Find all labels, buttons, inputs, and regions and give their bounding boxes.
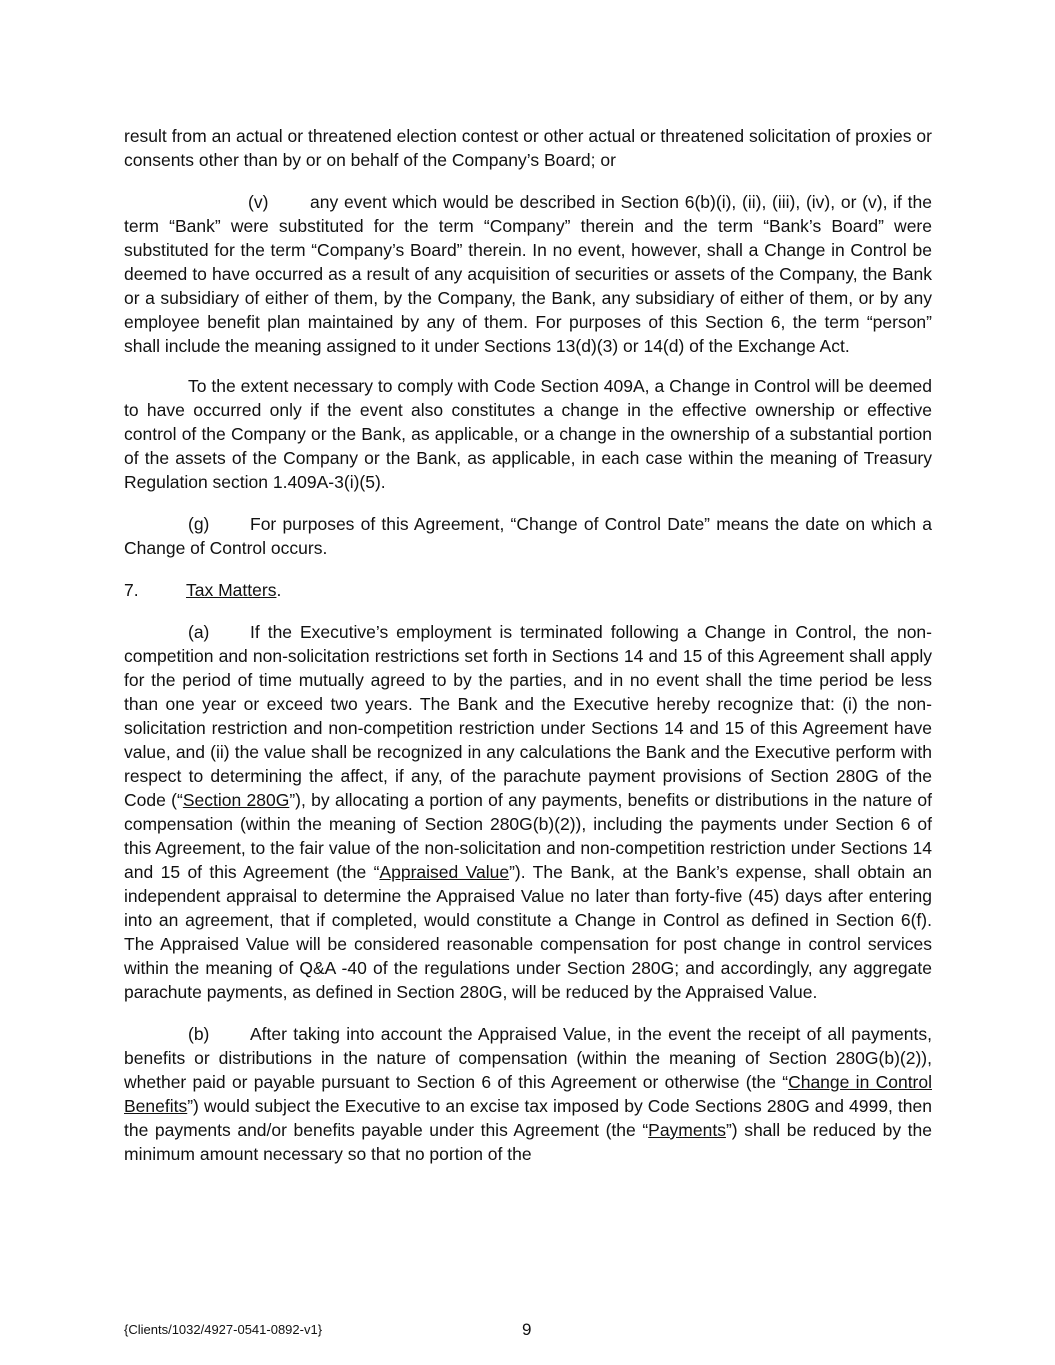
item-a-text-3: ”). The Bank, at the Bank’s expense, shall obtain an independent appraisal to determine the Appraised Value no later than forty-five (45) days after entering into an agreement, that if completed, would constitute a Change in Control as defined in Section 6(f). The Appraised Value will be considered reasonable compensation for post change in control services within the meaning of Q&A -40 of the regulations under Section 280G; and accordingly, any aggregate parachute payments, as defined in Section 280G, will be reduced by the Appraised Value.: [124, 862, 932, 1002]
item-a-marker: (a): [188, 622, 210, 642]
item-g: [124, 512, 932, 560]
term-appraised-value: Appraised Value: [379, 862, 510, 882]
section-7-heading: [124, 578, 932, 602]
item-v: [124, 190, 932, 358]
paragraph-continuation: result from an actual or threatened election contest or other actual or threatened solicitation of proxies or consents other than by or on behalf of the Company’s Board; or: [124, 126, 932, 170]
item-a-text-1: If the Executive’s employment is terminated following a Change in Control, the non-competition and non-solicitation restrictions set forth in Sections 14 and 15 of this Agreement shall apply for the period of time mutually agreed to by the parties, and in no event shall the time period be less than one year or exceed two years. The Bank and the Executive hereby recognize that: (i) the non-solicitation restriction and non-competition restriction under Sections 14 and 15 of this Agreement have value, and (ii) the value shall be recognized in any calculations the Bank and the Executive perform with respect to determining the affect, if any, of the parachute payment provisions of Section 280G of the Code (“: [124, 622, 932, 810]
term-payments: Payments: [648, 1120, 726, 1140]
item-g-marker: (g): [188, 514, 210, 534]
item-b: [124, 1022, 932, 1166]
item-a: [124, 620, 932, 1004]
term-section-280g: Section 280G: [182, 790, 290, 810]
section-7-number: 7.: [124, 580, 139, 600]
item-b-text-3: ”) shall be reduced by the minimum amount necessary so that no portion of the: [124, 1120, 932, 1164]
item-v-marker: (v): [248, 192, 269, 212]
document-page: [124, 124, 932, 1166]
section-7-title-suffix: .: [276, 580, 282, 600]
item-a-text-2: ”), by allocating a portion of any payments, benefits or distributions in the nature of compensation (within the meaning of Section 280G(b)(2)), including the payments under Section 6 of this Agreement, to the fair value of the non-solicitation and non-competition restriction under Sections 14 and 15 of this Agreement (the “: [124, 790, 933, 882]
paragraph-409a: To the extent necessary to comply with Code Section 409A, a Change in Control will be deemed to have occurred only if the event also constitutes a change in the effective ownership or effective control of the Company or the Bank, as applicable, or a change in the ownership of a substantial portion of the assets of the Company or the Bank, as applicable, in each case within the meaning of Treasury Regulation section 1.409A-3(i)(5).: [124, 376, 932, 492]
document-reference: {Clients/1032/4927-0541-0892-v1}: [124, 1322, 323, 1337]
page-footer: [124, 1320, 932, 1340]
item-g-text: For purposes of this Agreement, “Change of Control Date” means the date on which a Change of Control occurs.: [124, 514, 932, 558]
item-b-text-2: ”) would subject the Executive to an excise tax imposed by Code Sections 280G and 4999, then the payments and/or benefits payable under this Agreement (the “: [124, 1096, 932, 1140]
item-b-marker: (b): [188, 1024, 210, 1044]
item-v-text: any event which would be described in Section 6(b)(i), (ii), (iii), (iv), or (v), if the term “Bank” were substituted for the term “Company” therein and the term “Bank’s Board” were substituted for the term “Company’s Board” therein. In no event, however, shall a Change in Control be deemed to have occurred as a result of any acquisition of securities or assets of the Company, the Bank or a subsidiary of either of them, by the Company, the Bank, any subsidiary of either of them, or by any employee benefit plan maintained by any of them. For purposes of this Section 6, the term “person” shall include the meaning assigned to it under Sections 13(d)(3) or 14(d) of the Exchange Act.: [124, 192, 932, 356]
page-number: 9: [522, 1320, 532, 1339]
section-7-title: Tax Matters: [186, 580, 277, 600]
item-b-text-1: After taking into account the Appraised Value, in the event the receipt of all payments, benefits or distributions in the nature of compensation (within the meaning of Section 280G(b)(2)), whether paid or payable pursuant to Section 6 of this Agreement or otherwise (the “: [124, 1024, 932, 1092]
term-change-in-control-benefits: Change in Control Benefits: [124, 1072, 933, 1116]
